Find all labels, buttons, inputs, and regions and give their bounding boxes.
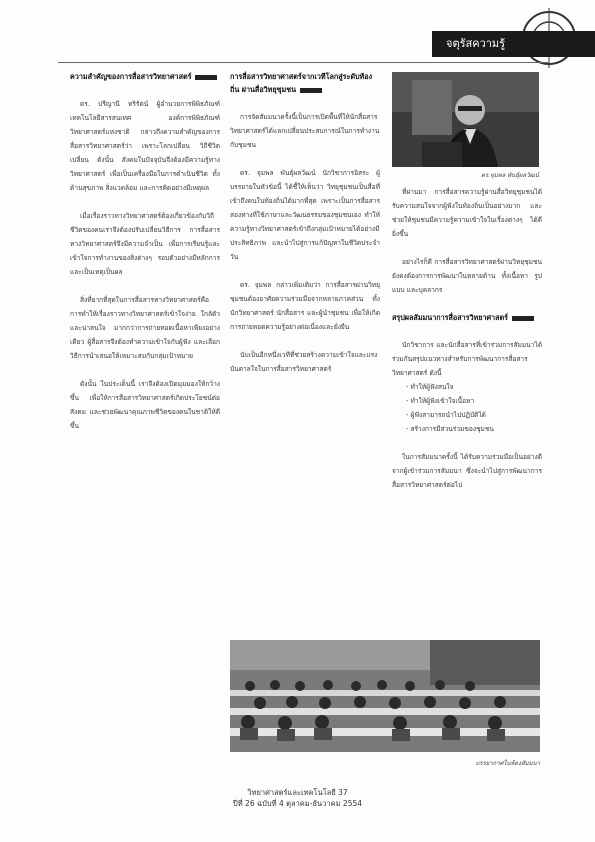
list-item: - ทำให้ผู้ฟังสนใจ (406, 380, 542, 394)
section-heading: ความสำคัญของการสื่อสารวิทยาศาสตร์ (70, 70, 220, 83)
list-item: - สร้างการมีส่วนร่วมของชุมชน (406, 422, 542, 436)
paragraph: ดร. ปรีญานี หริรัตน์ ผู้อำนวยการพิพิธภัณฑ์เทคโนโลยีสารสนเทศ องค์การพิพิธภัณฑ์วิทยาศาสตร์แห่งชาติ กล่าวถึงความสำคัญของการสื่อสารวิทยาศาสตร์ว่า เพราะโลกเปลี่ยน วิถีชีวิตเปลี่ยน ดังนั้น สังคมในปัจจุบันจึงต้องมีความรู้ทางวิทยาศาสตร์ เพื่อเป็นเครื่องมือในการดำเนินชีวิต ทั้งด้านสุขภาพ สิ่งแวดล้อม และการคิดอย่างมีเหตุผล (70, 100, 220, 192)
paragraph: การจัดสัมมนาครั้งนี้เป็นการเปิดพื้นที่ให้นักสื่อสารวิทยาศาสตร์ได้แลกเปลี่ยนประสบการณ์ในการทำงานกับชุมชน (230, 113, 380, 149)
section-heading: การสื่อสารวิทยาศาสตร์จากเวทีโลกสู่ระดับท้องถิ่น ผ่านสื่อวิทยุชุมชน (230, 72, 373, 94)
speaker-photo (392, 72, 539, 167)
column-1 (70, 70, 220, 447)
issue-info: ปีที่ 26 ฉบับที่ 4 ตุลาคม-ธันวาคม 2554 (232, 799, 363, 808)
paragraph: สิ่งที่ยากที่สุดในการสื่อสารทางวิทยาศาสตร์คือ การทำให้เรื่องราวทางวิทยาศาสตร์เข้าใจง่าย ใกล้ตัวและน่าสนใจ มากกว่าการถ่ายทอดเนื้อหาเพียงอย่างเดียว ผู้สื่อสารจึงต้องทำความเข้าใจกับผู้ฟัง และเลือกวิธีการนำเสนอให้เหมาะสมกับกลุ่มเป้าหมาย (70, 296, 220, 360)
magazine-title: วิทยาศาสตร์และเทคโนโลยี 37 (247, 788, 348, 797)
seminar-image (230, 640, 540, 752)
list-item: - ทำให้ผู้ฟังเข้าใจเนื้อหา (406, 394, 542, 408)
paragraph: นับเป็นอีกหนึ่งเวทีที่ช่วยสร้างความเข้าใจและแรงบันดาลใจในการสื่อสารวิทยาศาสตร์ (230, 351, 378, 373)
seminar-photo (230, 640, 540, 752)
paragraph: ดร. จุมพล พันธุ์ผลวัฒน์ นักวิชาการอิสระ ผู้บรรยายในหัวข้อนี้ ได้ชี้ให้เห็นว่า วิทยุชุมชนเป็นสื่อที่เข้าถึงคนในท้องถิ่นได้มากที่สุด เพราะเป็นการสื่อสารสองทางที่ใช้ภาษาและวัฒนธรรมของชุมชนเอง ทำให้ความรู้ทางวิทยาศาสตร์เข้าถึงกลุ่มเป้าหมายได้อย่างมีประสิทธิภาพ และนำไปสู่การแก้ปัญหาในชีวิตประจำวัน (230, 169, 380, 261)
section-heading: สรุปผลสัมมนาการสื่อสารวิทยาศาสตร์ (392, 311, 542, 324)
portrait-caption: ดร.จุมพล พันธุ์ผลวัฒน์ (481, 172, 539, 179)
paragraph: ดังนั้น ในประเด็นนี้ เราจึงต้องเปิดมุมมองให้กว้างขึ้น เพื่อให้การสื่อสารวิทยาศาสตร์เกิดประโยชน์ต่อสังคม และช่วยพัฒนาคุณภาพชีวิตของคนในชาติให้ดีขึ้น (70, 380, 220, 430)
paragraph: อย่างไรก็ดี การสื่อสารวิทยาศาสตร์ผ่านวิทยุชุมชนยังคงต้องการการพัฒนาในหลายด้าน ทั้งเนื้อหา รูปแบบ และบุคลากร (392, 258, 542, 294)
paragraph: ในการสัมมนาครั้งนี้ ได้รับความร่วมมือเป็นอย่างดีจากผู้เข้าร่วมการสัมมนา ซึ่งจะนำไปสู่การพัฒนาการสื่อสารวิทยาศาสตร์ต่อไป (392, 453, 542, 489)
header-band (0, 0, 595, 62)
page-footer (200, 787, 395, 809)
summary-list (392, 380, 542, 436)
paragraph: เมื่อเรื่องราวทางวิทยาศาสตร์ต้องเกี่ยวข้องกับวิถีชีวิตของคนเราจึงต้องปรับเปลี่ยนวิธีการ การสื่อสารทางวิทยาศาสตร์จึงมีความจำเป็น เพื่อการเรียนรู้และเข้าใจการทำงานของสิ่งต่างๆ รอบตัวอย่างมีหลักการและเป็นเหตุเป็นผล (70, 212, 220, 276)
paragraph: นักวิชาการ และนักสื่อสารที่เข้าร่วมการสัมมนาได้ร่วมกันสรุปแนวทางสำหรับการพัฒนาการสื่อสารวิทยาศาสตร์ ดังนี้ (392, 341, 542, 377)
column-2 (230, 70, 380, 390)
paragraph: ดร. จุมพล กล่าวเพิ่มเติมว่า การสื่อสารผ่านวิทยุชุมชนต้องอาศัยความร่วมมือจากหลายภาคส่วน ทั้งนักวิทยาศาสตร์ นักสื่อสาร และผู้นำชุมชน เพื่อให้เกิดการถ่ายทอดความรู้อย่างต่อเนื่องและยั่งยืน (230, 281, 380, 331)
list-item: - ผู้ฟังสามารถนำไปปฏิบัติได้ (406, 408, 542, 422)
paragraph: ที่ผ่านมา การสื่อสารความรู้ผ่านสื่อวิทยุชุมชนได้รับความสนใจจากผู้ฟังในท้องถิ่นเป็นอย่างมาก และช่วยให้ชุมชนมีความรู้ความเข้าใจในเรื่องต่างๆ ได้ดียิ่งขึ้น (392, 188, 542, 238)
seminar-caption: บรรยากาศในห้องสัมมนา (475, 760, 540, 767)
column-3 (392, 185, 542, 506)
speaker-image (392, 72, 539, 167)
section-tab: จตุรัสความรู้ (432, 31, 595, 57)
header-rule (58, 62, 548, 63)
